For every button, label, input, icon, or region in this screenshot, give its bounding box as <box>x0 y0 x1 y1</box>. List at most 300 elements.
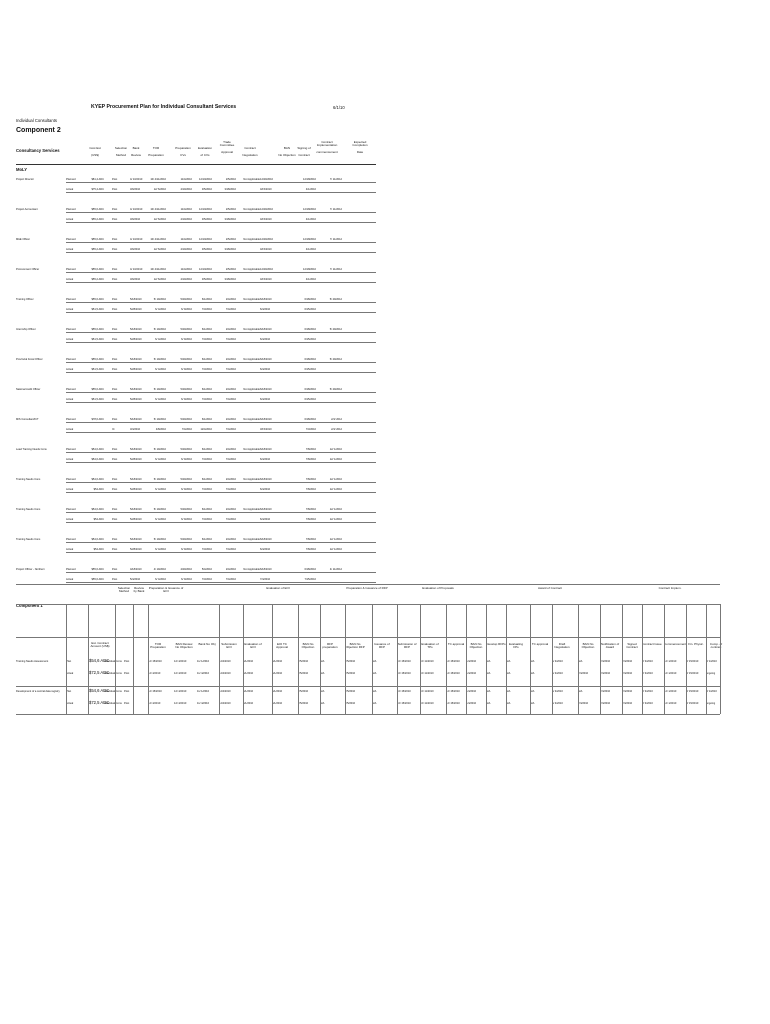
actual-cell: N/A <box>372 672 377 675</box>
group-header: Selection Method <box>117 586 131 594</box>
actual-cell: 3/18/2010 <box>224 248 236 251</box>
table-rule <box>16 686 720 687</box>
planned-cell: N/A <box>372 660 377 663</box>
actual-cell: 4/10/2010 <box>180 248 192 251</box>
consultant-name: Procurement Officer <box>16 268 40 271</box>
planned-cell: $54,6 ADC <box>91 478 104 481</box>
planned-cell: $54,6 ADC <box>89 658 110 663</box>
planned-cell: 2/4/2010 <box>225 448 236 451</box>
hdr-commence: Contract Implementation commencement <box>316 140 338 155</box>
planned-cell: 12/10/2010 <box>199 268 212 271</box>
planned-cell: $55,6 ADC <box>91 358 104 361</box>
planned-cell: Post <box>112 538 118 541</box>
planned-cell: 5/18/2010 <box>130 418 142 421</box>
actual-cell: Actual <box>66 458 74 461</box>
actual-cell: 7/5/2010 <box>345 672 356 675</box>
component-1-title: Component 1 <box>16 603 43 608</box>
planned-cell: 5/18/2010 <box>130 478 142 481</box>
actual-cell: IC <box>112 428 115 431</box>
planned-cell: Post <box>112 208 118 211</box>
planned-cell: 10/ 15/2010 <box>397 660 411 663</box>
row-rule <box>66 342 376 343</box>
actual-cell: ongoing <box>706 702 716 705</box>
assignment-name: Development of a central data registry <box>16 690 60 693</box>
header-rule <box>16 164 376 165</box>
column-rule <box>320 604 321 714</box>
actual-cell: 5/28/2010 <box>130 398 142 401</box>
planned-cell: 6/1/2010 <box>243 690 254 693</box>
actual-cell: 6/1/2010 <box>243 672 254 675</box>
planned-cell: 6/1/2010 <box>201 388 212 391</box>
actual-cell: 7/3/2010 <box>201 458 212 461</box>
actual-cell: $54,6 ADC <box>91 458 104 461</box>
actual-cell: 7/8/2010 <box>305 548 316 551</box>
planned-cell: Post <box>112 418 118 421</box>
planned-cell: 6/1/2010 <box>201 358 212 361</box>
planned-cell: $54,6 ADC <box>91 508 104 511</box>
column-rule <box>506 604 507 714</box>
actual-cell: Post <box>112 488 118 491</box>
planned-cell: Post <box>124 690 130 693</box>
group-header: Review by Bank <box>133 586 145 594</box>
column-rule <box>642 604 643 714</box>
actual-cell: 7/4/2010 <box>225 398 236 401</box>
planned-cell: 4/ 10/2010 <box>130 268 143 271</box>
planned-cell: 6/1/2010 <box>201 328 212 331</box>
row-rule <box>66 242 376 243</box>
hdr-ban: BAN No Objection <box>278 146 296 157</box>
actual-cell: 7/4/2010 <box>225 458 236 461</box>
planned-cell: 6/1/2010 <box>201 298 212 301</box>
actual-cell: 7/4/2010 <box>225 548 236 551</box>
planned-cell: 2/4/2010 <box>225 508 236 511</box>
actual-cell: Actual <box>66 488 74 491</box>
actual-cell: 6/ 9/2010 <box>181 488 192 491</box>
hdr-completion: Expected Completion Date <box>352 140 368 155</box>
planned-cell: 4/18/2010 <box>130 568 142 571</box>
document-title: KYEP Procurement Plan for Individual Consultant Services <box>91 104 237 110</box>
actual-cell: $55,6 ADC <box>91 578 104 581</box>
actual-cell: $55,2 ADC <box>91 218 104 221</box>
planned-cell: 2/4/ 2012 <box>331 418 342 421</box>
actual-cell: 7/5/2010 <box>345 702 356 705</box>
component-2-title: Component 2 <box>16 127 61 134</box>
hdr-prep: Preparation CVs <box>175 146 191 157</box>
planned-cell: 2/4/2010 <box>225 538 236 541</box>
planned-cell: 5/ 29/2012 <box>329 298 342 301</box>
actual-cell: 6/4/2010 <box>260 398 271 401</box>
planned-cell: N/A <box>578 660 583 663</box>
actual-cell: 6/ 4/2010 <box>552 672 563 675</box>
planned-cell: Post <box>112 448 118 451</box>
actual-cell: 5/28/2010 <box>130 548 142 551</box>
column-rule <box>115 604 116 714</box>
actual-cell: 6/ 4/2010 <box>155 548 166 551</box>
table-rule <box>16 637 720 638</box>
planned-cell: 6/1/2010 <box>243 660 254 663</box>
planned-cell: Planned <box>66 508 76 511</box>
column-rule <box>486 604 487 714</box>
column-rule <box>600 604 601 714</box>
planned-cell: $54,6 ADC <box>91 448 104 451</box>
planned-cell: N/A <box>486 690 491 693</box>
actual-cell: 10/ 11/2010 <box>420 672 434 675</box>
actual-cell: 7/4/2010 <box>225 578 236 581</box>
planned-cell: 12/20/2010 <box>260 268 273 271</box>
column-rule <box>397 604 398 714</box>
sub-header: Draft Negotiation <box>554 642 570 650</box>
actual-cell: Post <box>112 548 118 551</box>
planned-cell: Planned <box>66 418 76 421</box>
hdr-review: Bank Review <box>131 146 141 157</box>
actual-cell: Post <box>112 308 118 311</box>
planned-cell: Not Applicable <box>243 568 260 571</box>
planned-cell: 10/ 4/11/2010 <box>150 178 166 181</box>
planned-cell: 6/18/2010 <box>304 298 316 301</box>
actual-cell: 12/ 15/2010 <box>446 672 460 675</box>
actual-cell: 11/ 4/2010 <box>197 672 210 675</box>
actual-cell: 7/4/2010 <box>622 672 633 675</box>
actual-cell: 4/15/2010 <box>260 188 272 191</box>
actual-cell: $54 ADC <box>93 548 104 551</box>
planned-cell: 7/4/2010 <box>600 660 611 663</box>
planned-cell: 7/4/2010 <box>622 690 633 693</box>
consultant-name: Lead Training Needs Cons <box>16 448 47 451</box>
planned-cell: 12/10/2010 <box>199 208 212 211</box>
planned-cell: N/A <box>486 660 491 663</box>
planned-cell: 11/4/2010 <box>180 178 192 181</box>
planned-cell: Planned <box>66 238 76 241</box>
row-rule <box>66 332 376 333</box>
consultant-name: Training Officer <box>16 298 34 301</box>
planned-cell: $55,6 ADC <box>91 208 104 211</box>
consultant-name: Provincial Focal Officer <box>16 358 43 361</box>
actual-cell: 6/ 4/2010 <box>155 308 166 311</box>
planned-cell: $54,6 ADC <box>91 538 104 541</box>
column-rule <box>243 604 244 714</box>
actual-cell: 6/15/2010 <box>304 398 316 401</box>
actual-cell: $51,5 ADC <box>91 398 104 401</box>
column-rule <box>720 604 721 714</box>
actual-cell: 4/15/2010 <box>260 218 272 221</box>
planned-cell: Planned <box>66 448 76 451</box>
planned-cell: 2/4/2010 <box>225 478 236 481</box>
actual-cell: $51,5 ADC <box>91 338 104 341</box>
planned-cell: 11/ 1/2010 <box>197 660 210 663</box>
planned-cell: Individual Cons <box>104 690 122 693</box>
planned-cell: 5/18/2010 <box>130 448 142 451</box>
actual-cell: 5/28/2010 <box>130 518 142 521</box>
planned-cell: 5/20/2010 <box>180 448 192 451</box>
planned-cell: 12/20/2010 <box>260 178 273 181</box>
actual-cell: 6/ 4/2010 <box>155 578 166 581</box>
planned-cell: 5/20/2010 <box>180 388 192 391</box>
actual-cell: 6/1/2010 <box>243 702 254 705</box>
column-rule <box>466 604 467 714</box>
planned-cell: 6/18/2010 <box>304 388 316 391</box>
planned-cell: Post <box>112 298 118 301</box>
planned-cell: 5/18/2010 <box>130 358 142 361</box>
actual-cell: 7/3/2010 <box>201 368 212 371</box>
planned-cell: 7/4/2010 <box>622 660 633 663</box>
planned-cell: 12/ 15/2010 <box>148 660 162 663</box>
planned-cell: 12/ 15/2010 <box>446 660 460 663</box>
planned-cell: 2/4/2010 <box>225 328 236 331</box>
table-rule <box>16 714 720 715</box>
planned-cell: 1/4/2010 <box>466 660 477 663</box>
planned-cell: 10/ 4/11/2010 <box>150 238 166 241</box>
planned-cell: 5/ 19/2010 <box>153 418 166 421</box>
row-rule <box>66 512 376 513</box>
planned-cell: 6/18/2010 <box>260 448 272 451</box>
column-rule <box>578 604 579 714</box>
column-rule <box>88 604 89 714</box>
planned-cell: N/A <box>506 660 511 663</box>
actual-cell: 6/ 4/2010 <box>155 398 166 401</box>
actual-cell: 6/15/2010 <box>304 368 316 371</box>
sub-header: RFP preparation <box>322 642 338 650</box>
actual-cell: Actual <box>66 278 74 281</box>
planned-cell: Not Applicable <box>243 298 260 301</box>
planned-cell: 2/5/2010 <box>225 178 236 181</box>
document-date: 6/1/10 <box>333 105 345 110</box>
sub-header: Fin. Physic. <box>688 642 704 646</box>
planned-cell: 3/ 1/2010 <box>706 660 717 663</box>
planned-cell: 5/20/2010 <box>180 328 192 331</box>
actual-cell: 12/ 6/2010 <box>153 218 166 221</box>
planned-cell: 7/8/2010 <box>305 508 316 511</box>
planned-cell: 7/8/2010 <box>305 478 316 481</box>
row-rule <box>66 362 376 363</box>
sub-header: Signed Contract <box>626 642 638 650</box>
actual-cell: 7/4/2010 <box>600 672 611 675</box>
actual-cell: 3/15/2010 <box>260 428 272 431</box>
actual-cell: 4/8/2010 <box>155 428 166 431</box>
planned-cell: Not Applicable <box>243 358 260 361</box>
actual-cell: 12/ 1/2010 <box>329 548 342 551</box>
document-subtitle: Individual Consultants <box>16 118 57 123</box>
actual-cell: 6/ 4/2010 <box>155 458 166 461</box>
actual-cell: Post <box>112 518 118 521</box>
actual-cell: Actual <box>66 672 74 675</box>
actual-cell: 3/ 15/2010 <box>686 702 699 705</box>
hdr-tor: TOR Preparation <box>148 146 164 157</box>
planned-cell: 12/20/2010 <box>260 208 273 211</box>
planned-cell: 7/8/2010 <box>305 538 316 541</box>
planned-cell: 7/ 11/2012 <box>329 238 342 241</box>
actual-cell: 6/1/2010 <box>272 702 283 705</box>
planned-cell: N/A <box>506 690 511 693</box>
actual-cell: $55,2 ADC <box>91 278 104 281</box>
actual-cell: 12/ 15/2010 <box>446 702 460 705</box>
actual-cell: 6/ 4/2010 <box>155 518 166 521</box>
section-label: MoLY <box>16 167 28 172</box>
actual-cell: 6/ 4/2010 <box>552 702 563 705</box>
actual-cell: 3/9/2010 <box>130 218 141 221</box>
planned-cell: Not Applicable <box>243 208 260 211</box>
actual-cell: 7/4/2010 <box>578 672 589 675</box>
planned-cell: 12/ 1/2010 <box>329 538 342 541</box>
actual-cell: 7/4/2010 <box>225 518 236 521</box>
planned-cell: 5/20/2010 <box>180 358 192 361</box>
planned-cell: 12/ 1/2010 <box>664 690 677 693</box>
sub-header: BAN No Objection RFP <box>345 642 365 650</box>
planned-cell: 6/1/2010 <box>272 660 283 663</box>
hdr-trade: Trade Committee Approval <box>219 140 235 155</box>
actual-cell: Post <box>124 672 130 675</box>
planned-cell: Not Applicable <box>243 268 260 271</box>
planned-cell: 1/4/2010 <box>466 690 477 693</box>
planned-cell: 2/5/2010 <box>225 208 236 211</box>
actual-cell: 12/ 4/2010 <box>148 672 161 675</box>
actual-cell: 7/8/2010 <box>305 458 316 461</box>
actual-cell: 7/3/2010 <box>201 518 212 521</box>
planned-cell: 7/ 11/2012 <box>329 268 342 271</box>
planned-cell: N/A <box>530 690 535 693</box>
actual-cell: 3/5/2010 <box>201 188 212 191</box>
actual-cell: $75,4 ADC <box>91 188 104 191</box>
planned-cell: 10/ 4/11/2010 <box>150 268 166 271</box>
row-rule <box>66 272 376 273</box>
hdr-cost-est: Cost Est (US$) <box>89 146 101 157</box>
planned-cell: 11/4/2010 <box>180 238 192 241</box>
planned-cell: Planned <box>66 538 76 541</box>
planned-cell: Post <box>112 478 118 481</box>
planned-cell: N/A <box>530 660 535 663</box>
actual-cell: 12/ 1/2010 <box>664 672 677 675</box>
actual-cell: 5/28/2010 <box>130 458 142 461</box>
planned-cell: 5/18/2010 <box>130 508 142 511</box>
sub-header: TC approval <box>447 642 465 646</box>
planned-cell: 10/ 11/2010 <box>420 690 434 693</box>
planned-cell: 12/ 1/2010 <box>329 448 342 451</box>
actual-cell: 7/15/2010 <box>304 578 316 581</box>
actual-cell: 6/15/2010 <box>304 308 316 311</box>
sub-header: TOR Preparation <box>150 642 166 650</box>
actual-cell: Actual <box>66 248 74 251</box>
planned-cell: 4/ 11/2012 <box>329 568 342 571</box>
planned-cell: N/A <box>320 690 325 693</box>
actual-cell: 12/ 4/2010 <box>148 702 161 705</box>
planned-cell: 12/ 1/2010 <box>329 478 342 481</box>
group-header: Preparation & Issuance of RFP <box>346 586 388 590</box>
row-rule <box>66 392 376 393</box>
row-rule <box>66 402 376 403</box>
actual-cell: 6/ 9/2010 <box>181 338 192 341</box>
planned-cell: 5/18/2010 <box>130 328 142 331</box>
planned-cell: 5/ 29/2012 <box>329 328 342 331</box>
actual-cell: Post <box>112 218 118 221</box>
actual-cell: 7/4/2010 <box>225 368 236 371</box>
actual-cell: 6/ 9/2010 <box>181 548 192 551</box>
row-rule <box>66 312 376 313</box>
actual-cell: 7/3/2010 <box>201 578 212 581</box>
planned-cell: 12/4/2010 <box>219 660 231 663</box>
planned-cell: Not Applicable <box>243 448 260 451</box>
column-rule <box>622 604 623 714</box>
sub-header: TC approval <box>531 642 549 646</box>
planned-cell: Not Applicable <box>243 478 260 481</box>
planned-cell: 4/ 10/2010 <box>130 178 143 181</box>
actual-cell: 5/28/2010 <box>130 488 142 491</box>
actual-cell: 7/5/2010 <box>298 672 309 675</box>
actual-cell: Post <box>112 188 118 191</box>
planned-cell: 12/4/2010 <box>219 690 231 693</box>
planned-cell: 6/18/2010 <box>260 298 272 301</box>
planned-cell: 6/1/2010 <box>201 478 212 481</box>
planned-cell: 12/ 4/2010 <box>174 660 187 663</box>
planned-cell: Planned <box>66 298 76 301</box>
actual-cell: N/A <box>530 702 535 705</box>
actual-cell: 3/18/2010 <box>224 278 236 281</box>
actual-cell: 5/28/2010 <box>130 368 142 371</box>
column-rule <box>530 604 531 714</box>
planned-cell: 5/18/2010 <box>130 388 142 391</box>
actual-cell: 4/10/2010 <box>180 278 192 281</box>
actual-cell: 3/9/2010 <box>130 278 141 281</box>
planned-cell: 12/10/2010 <box>199 238 212 241</box>
row-rule <box>66 462 376 463</box>
consultant-name: Internship Officer <box>16 328 36 331</box>
sub-header: Issuance of RFP <box>374 642 390 650</box>
actual-cell: $72,5 ADC <box>89 700 110 705</box>
actual-cell: 7/4/2010 <box>181 428 192 431</box>
actual-cell: 12/ 6/2010 <box>153 278 166 281</box>
actual-cell: 12/4/2010 <box>200 428 212 431</box>
planned-cell: Not Applicable <box>243 328 260 331</box>
planned-cell: 6/1/2010 <box>201 448 212 451</box>
actual-cell: 7/4/2010 <box>225 338 236 341</box>
planned-cell: 6/18/2010 <box>260 568 272 571</box>
planned-cell: N/A <box>320 660 325 663</box>
planned-cell: 2/ 4/2010 <box>642 690 653 693</box>
actual-cell: 12/ 6/2010 <box>153 248 166 251</box>
actual-cell: Actual <box>66 398 74 401</box>
planned-cell: 2/4/2010 <box>225 568 236 571</box>
row-rule <box>66 372 376 373</box>
actual-cell: 10/ 15/2010 <box>397 672 411 675</box>
planned-cell: 12/ 1/2010 <box>664 660 677 663</box>
row-rule <box>66 432 376 433</box>
consultancy-services-label: Consultancy Services <box>16 148 60 153</box>
planned-cell: $55,6 ADC <box>91 568 104 571</box>
actual-cell: Actual <box>66 218 74 221</box>
planned-cell: 4/20/2010 <box>180 568 192 571</box>
planned-cell: 6/1/2010 <box>201 508 212 511</box>
actual-cell: 6/4/2010 <box>260 518 271 521</box>
planned-cell: $55,6 ADC <box>91 268 104 271</box>
consultant-name: Project Officer - Northern <box>16 568 45 571</box>
sub-header: Develop RFPs <box>486 642 506 646</box>
actual-cell: 2/4/ 2012 <box>331 428 342 431</box>
column-rule <box>664 604 665 714</box>
actual-cell: 5/28/2010 <box>130 308 142 311</box>
column-rule <box>552 604 553 714</box>
actual-cell: 7/5/2010 <box>298 702 309 705</box>
planned-cell: 3/ 1/2010 <box>706 690 717 693</box>
hdr-selection: Selection Method <box>114 146 128 157</box>
actual-cell: 6/4/2010 <box>260 368 271 371</box>
planned-cell: Plan <box>66 690 72 693</box>
actual-cell: Actual <box>66 338 74 341</box>
actual-cell: 4/10/2010 <box>180 188 192 191</box>
planned-cell: 4/ 19/2010 <box>153 568 166 571</box>
planned-cell: 3/ 15/2010 <box>686 660 699 663</box>
planned-cell: 2/4/2010 <box>225 388 236 391</box>
planned-cell: 5/20/2010 <box>180 508 192 511</box>
planned-cell: 7/5/2010 <box>298 690 309 693</box>
actual-cell: 2/ 4/2010 <box>642 702 653 705</box>
